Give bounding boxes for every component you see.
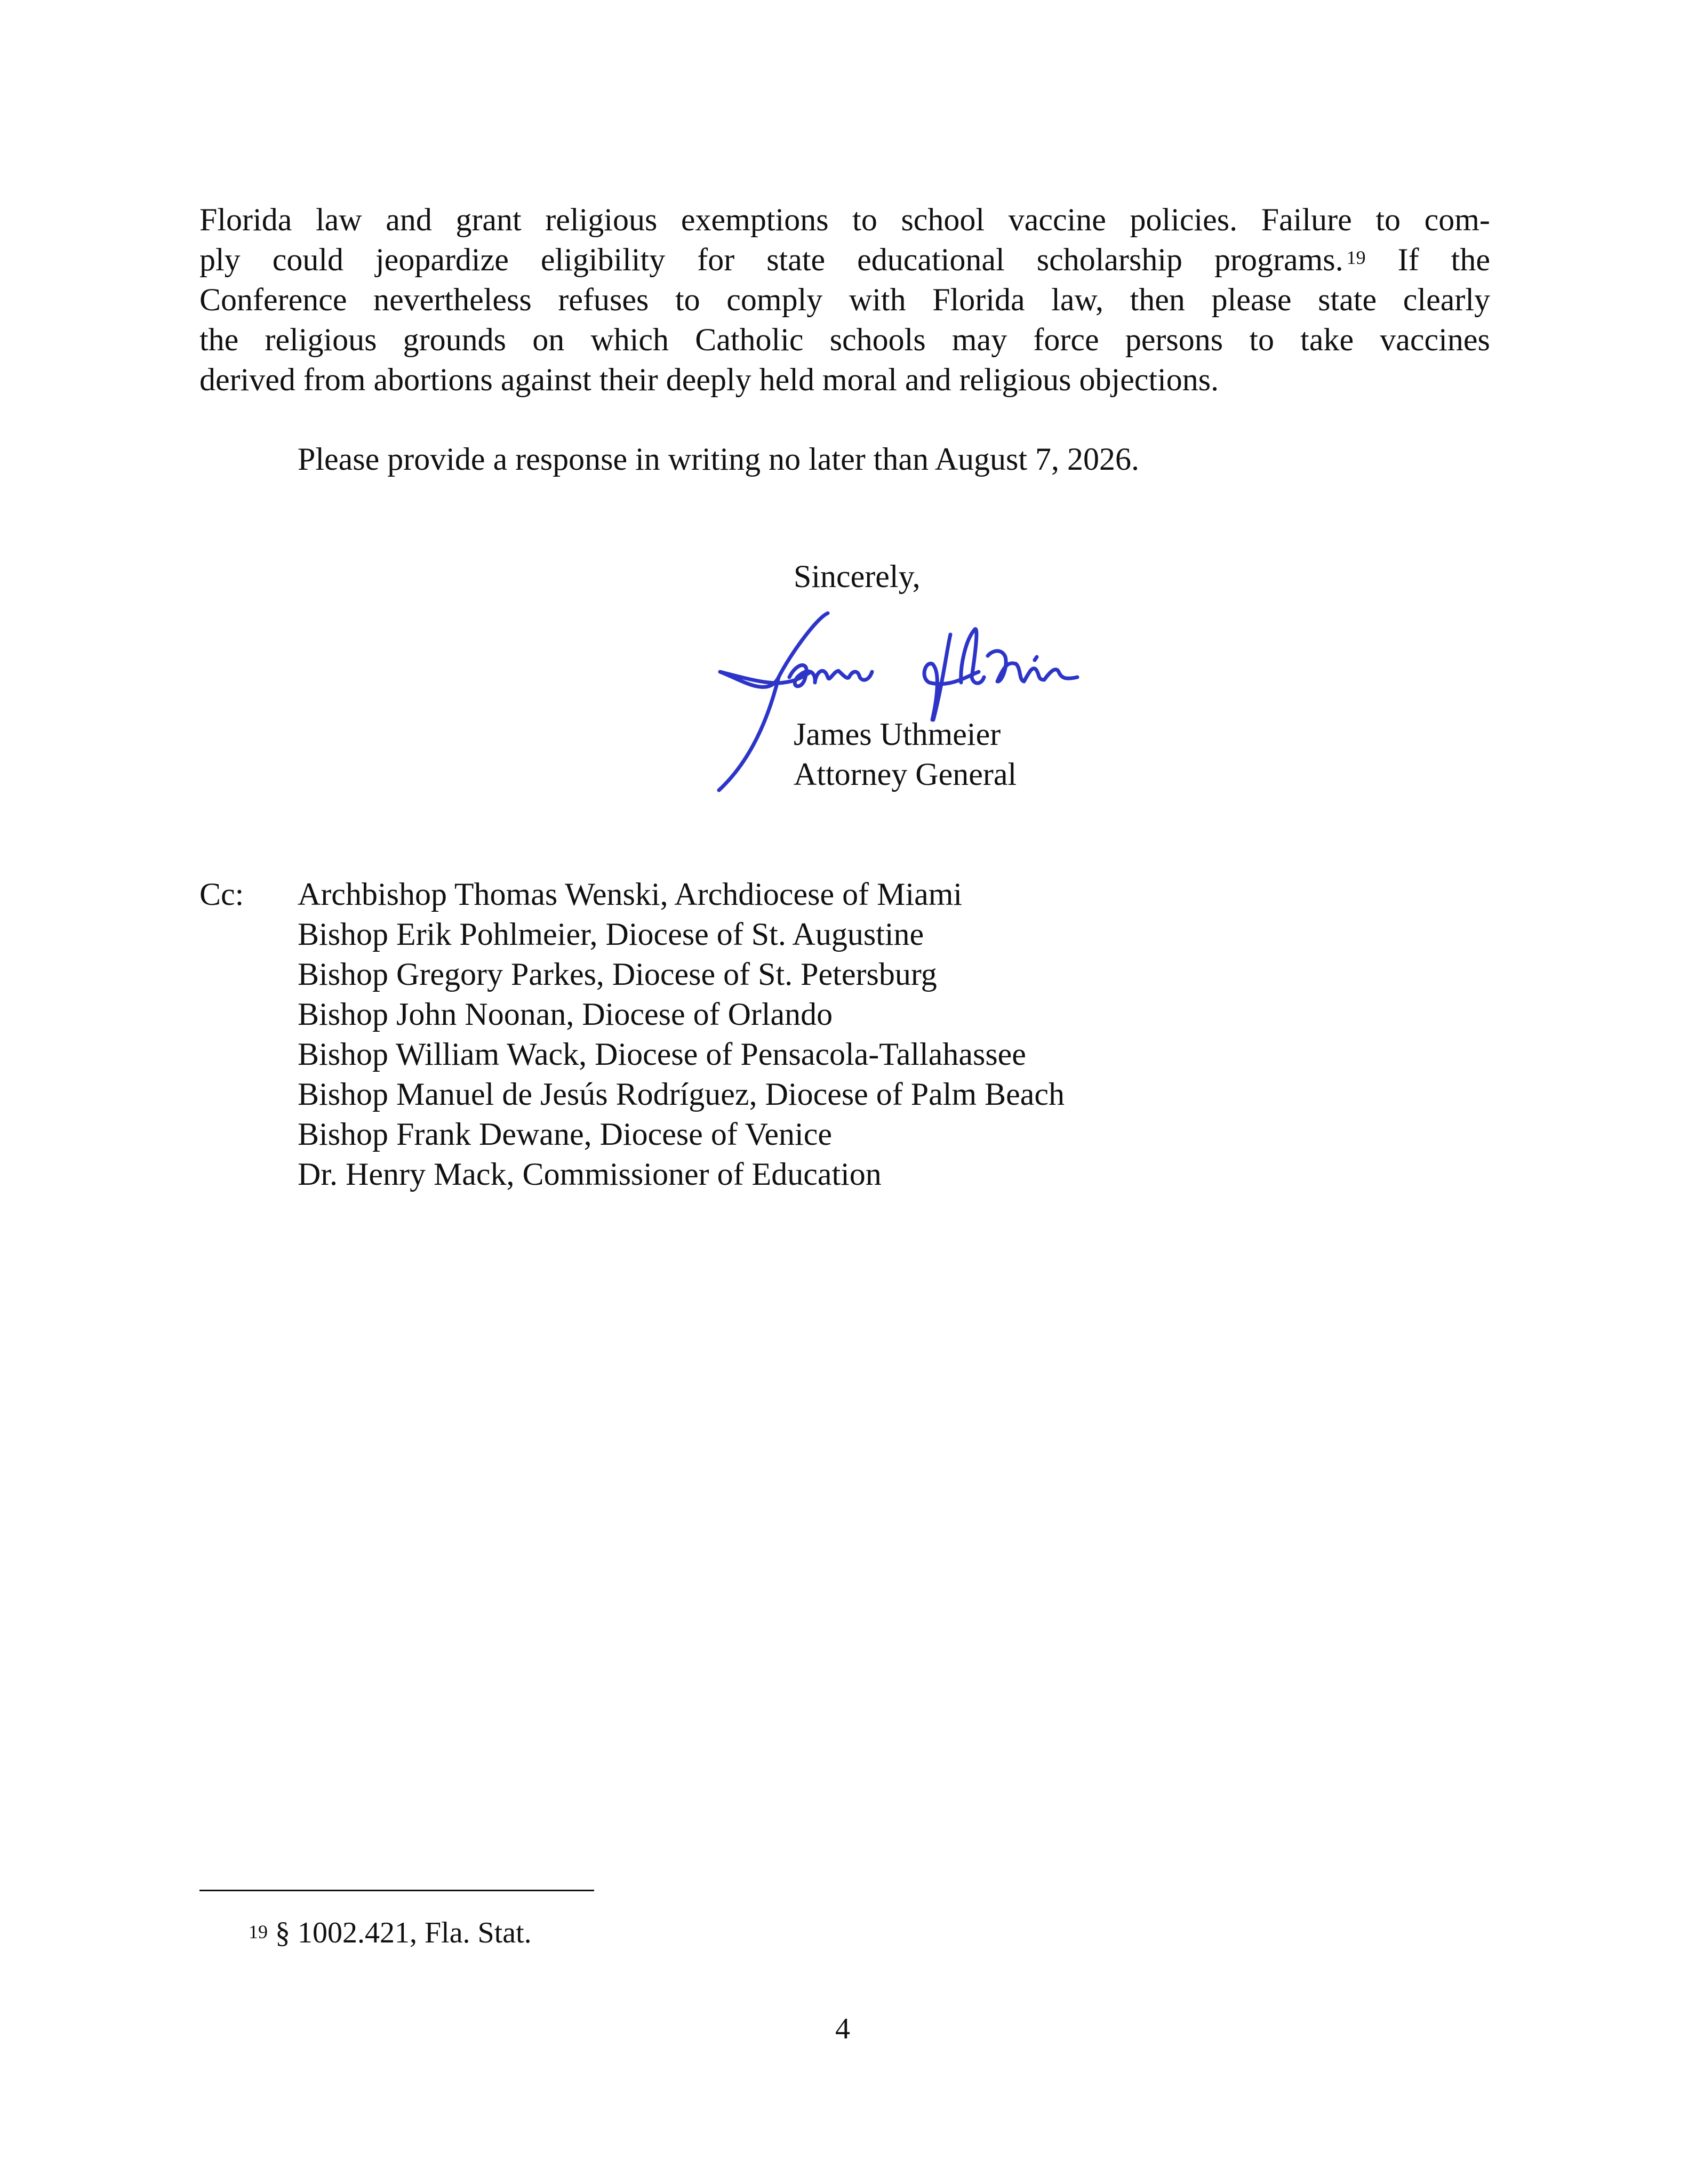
word: Failure [1261, 202, 1352, 237]
cc-recipient: Bishop Manuel de Jesús Rodríguez, Diocese of Palm Beach [298, 1077, 1065, 1112]
word: take [1300, 322, 1354, 357]
cc-recipient: Bishop Frank Dewane, Diocese of Venice [298, 1117, 832, 1152]
word: religious [545, 202, 658, 237]
word: may [951, 322, 1007, 357]
cc-recipient: Bishop Gregory Parkes, Diocese of St. Petersburg [298, 957, 937, 992]
word: educational [857, 242, 1005, 277]
word: Florida [932, 282, 1025, 317]
word: to [1375, 202, 1401, 237]
word: scholarship [1036, 242, 1183, 277]
body-line-5: derived from abortions against their deeply held moral and religious objections. [199, 362, 1219, 397]
cc-recipient-list [298, 874, 1065, 1194]
body-line-1 [199, 200, 1490, 240]
footnote-number: 19 [249, 1921, 268, 1942]
word: Catholic [695, 322, 804, 357]
signer-title: Attorney General [794, 757, 1017, 792]
word: and [386, 202, 432, 237]
word: refuses [558, 282, 649, 317]
word: then [1130, 282, 1185, 317]
cc-recipient: Bishop Erik Pohlmeier, Diocese of St. Augustine [298, 917, 924, 952]
word: ply [199, 242, 241, 277]
word: religious [265, 322, 377, 357]
word: vaccine [1008, 202, 1106, 237]
body-line-3 [199, 280, 1490, 320]
word: which [590, 322, 669, 357]
word: vaccines [1380, 322, 1490, 357]
word: force [1033, 322, 1099, 357]
word: policies. [1130, 202, 1238, 237]
word: eligibility [540, 242, 666, 277]
word: please [1211, 282, 1292, 317]
cc-recipient: Dr. Henry Mack, Commissioner of Education [298, 1157, 882, 1192]
word: schools [829, 322, 926, 357]
word: to [1249, 322, 1274, 357]
word: for [697, 242, 735, 277]
word: Florida [199, 202, 292, 237]
word: could [272, 242, 343, 277]
word: state [766, 242, 826, 277]
word: to [852, 202, 877, 237]
word: persons [1125, 322, 1223, 357]
word: nevertheless [373, 282, 532, 317]
body-line-4 [199, 320, 1490, 360]
footnote [249, 1914, 532, 1952]
word: with [849, 282, 906, 317]
word: law [315, 202, 362, 237]
body-line-2 [199, 240, 1490, 280]
closing-salutation: Sincerely, [794, 559, 921, 594]
word: state [1318, 282, 1377, 317]
footnote-text: § 1002.421, Fla. Stat. [275, 1916, 532, 1949]
word: jeopardize [375, 242, 509, 277]
word: Conference [199, 282, 347, 317]
word: the [1451, 242, 1490, 277]
signer-name: James Uthmeier [794, 717, 1001, 752]
word: com- [1424, 202, 1490, 237]
word: school [901, 202, 985, 237]
word: the [199, 322, 239, 357]
body-paragraph-1 [199, 200, 1490, 400]
word: If [1397, 242, 1419, 277]
cc-recipient: Bishop John Noonan, Diocese of Orlando [298, 997, 833, 1032]
word: clearly [1403, 282, 1490, 317]
word: law, [1051, 282, 1103, 317]
cc-label: Cc: [199, 877, 244, 912]
word: on [532, 322, 565, 357]
word: programs. $^{19}$ [1214, 242, 1366, 277]
word: grant [455, 202, 522, 237]
page-number: 4 [835, 2012, 850, 2045]
word: to [675, 282, 700, 317]
cc-recipient: Bishop William Wack, Diocese of Pensacola-Tallahassee [298, 1037, 1026, 1072]
word: grounds [403, 322, 507, 357]
footnote-divider [199, 1890, 594, 1891]
footnote-reference: 19 [1346, 247, 1366, 268]
word: comply [726, 282, 823, 317]
body-paragraph-2: Please provide a response in writing no later than August 7, 2026. [298, 441, 1140, 477]
word: exemptions [681, 202, 829, 237]
cc-recipient: Archbishop Thomas Wenski, Archdiocese of Miami [298, 877, 963, 912]
